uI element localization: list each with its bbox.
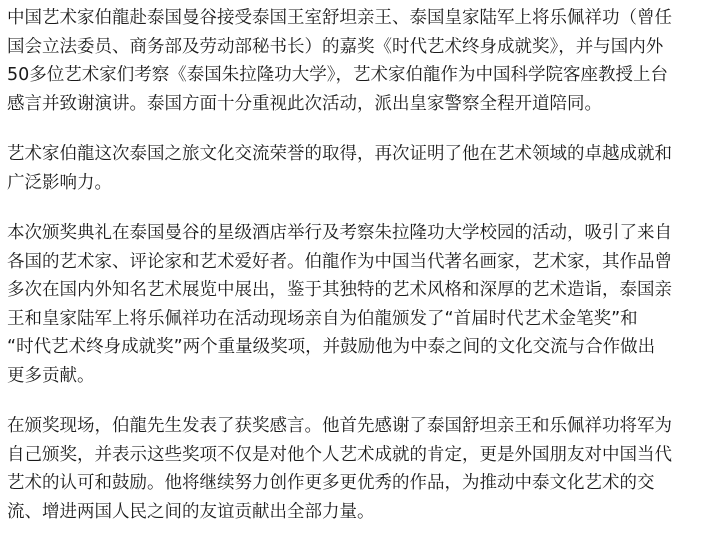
text-line: 各国的艺术家、评论家和艺术爱好者。伯龍作为中国当代著名画家，艺术家，其作品曾 <box>7 251 672 272</box>
paragraph-spacer <box>7 197 715 219</box>
paragraph-ceremony <box>7 219 715 390</box>
text-line: 王和皇家陆军上将乐佩祥功在活动现场亲自为伯龍颁发了“首届时代艺术金笔奖”和 <box>7 308 638 329</box>
text-line: “时代艺术终身成就奖”两个重量级奖项，并鼓励他为中泰之间的文化交流与合作做出 <box>7 337 656 357</box>
text-line: 50多位艺术家们考察《泰国朱拉隆功大学》，艺术家伯龍作为中国科学院客座教授上台 <box>7 65 669 85</box>
text-line: 多次在国内外知名艺术展览中展出，鉴于其独特的艺术风格和深厚的艺术造诣，泰国亲 <box>7 280 672 300</box>
paragraph-award-trip <box>7 4 715 118</box>
text-line: 艺术的认可和鼓励。他将继续努力创作更多更优秀的作品，为推动中泰文化艺术的交 <box>7 473 655 493</box>
article-body <box>7 0 715 526</box>
text-line: 中国艺术家伯龍赴泰国曼谷接受泰国王室舒坦亲王、泰国皇家陆军上将乐佩祥功（曾任 <box>7 8 672 28</box>
text-line: 自己颁奖，并表示这些奖项不仅是对他个人艺术成就的肯定，更是外国朋友对中国当代 <box>7 444 672 465</box>
paragraph-spacer <box>7 390 715 412</box>
text-line: 更多贡献。 <box>7 365 95 386</box>
paragraph-honor-summary <box>7 140 715 197</box>
text-line: 国会立法委员、商务部及劳动部秘书长）的嘉奖《时代艺术终身成就奖》，并与国内外 <box>7 36 664 57</box>
text-line: 在颁奖现场，伯龍先生发表了获奖感言。他首先感谢了泰国舒坦亲王和乐佩祥功将军为 <box>7 416 672 436</box>
text-line: 流、增进两国人民之间的友谊贡献出全部力量。 <box>7 501 375 522</box>
text-line: 艺术家伯龍这次泰国之旅文化交流荣誉的取得，再次证明了他在艺术领域的卓越成就和 <box>7 144 672 164</box>
text-line: 本次颁奖典礼在泰国曼谷的星级酒店举行及考察朱拉隆功大学校园的活动，吸引了来自 <box>7 223 672 243</box>
text-line: 广泛影响力。 <box>7 172 112 193</box>
paragraph-spacer <box>7 118 715 140</box>
paragraph-acceptance-speech <box>7 412 715 526</box>
text-line: 感言并致谢演讲。泰国方面十分重视此次活动，派出皇家警察全程开道陪同。 <box>7 93 602 114</box>
